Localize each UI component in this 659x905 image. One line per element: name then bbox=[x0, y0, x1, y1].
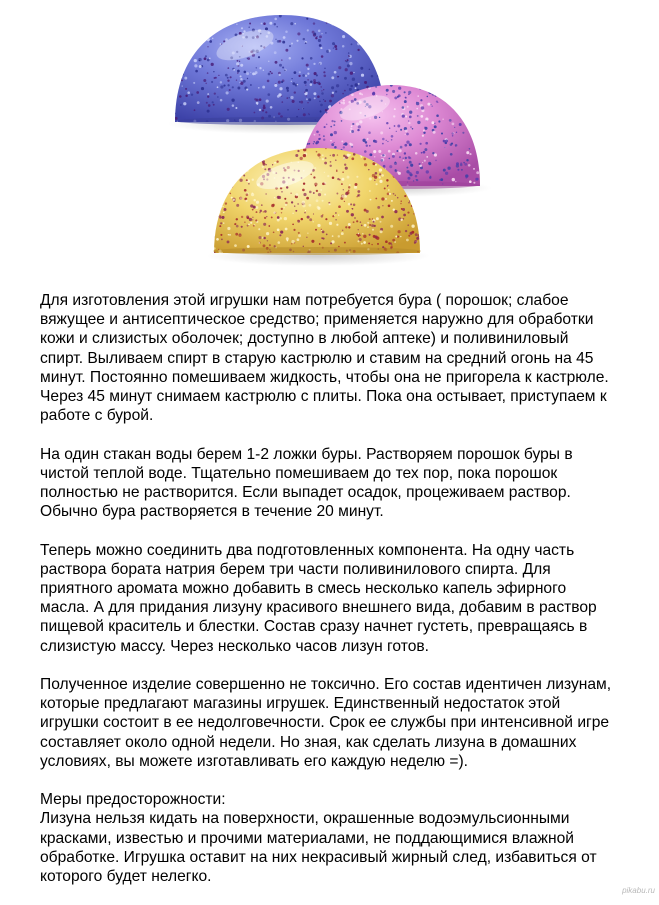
slime-domes-illustration bbox=[0, 0, 659, 282]
text-line: Теперь можно соединить два подготовленных компонента. На одну часть bbox=[40, 541, 575, 559]
text-line: составляет около одной недели. Но зная, как сделать лизуна в домашних bbox=[40, 733, 577, 751]
text-line: спирт. Выливаем спирт в старую кастрюлю и ставим на средний огонь на 45 bbox=[40, 349, 594, 367]
text-line: условиях, вы можете изготавливать его каждую неделю =). bbox=[40, 752, 468, 770]
text-line: На один стакан воды берем 1-2 ложки буры. Растворяем порошок буры в bbox=[40, 445, 573, 463]
text-line: раствора бората натрия берем три части поливинилового спирта. Для bbox=[40, 560, 551, 578]
text-line: красками, известью и прочими материалами, не поддающимися влажной bbox=[40, 829, 574, 847]
text-line: Полученное изделие совершенно не токсично. Его состав идентичен лизунам, bbox=[40, 676, 612, 694]
text-line: вяжущее и антисептическое средство; применяется наружно для обработки bbox=[40, 311, 594, 329]
text-line: Обычно бура растворяется в течение 20 минут. bbox=[40, 503, 384, 521]
hero-image-slime-domes bbox=[0, 0, 659, 282]
text-line: Для изготовления этой игрушки нам потребуется бура ( порошок; слабое bbox=[40, 292, 569, 309]
text-line: кожи и слизистых оболочек; доступно в любой аптеке) и поливиниловый bbox=[40, 330, 569, 348]
text-line: полностью не растворится. Если выпадет осадок, процеживаем раствор. bbox=[40, 484, 571, 502]
text-line: масла. А для придания лизуну красивого внешнего вида, добавим в раствор bbox=[40, 599, 597, 617]
article-body bbox=[40, 291, 630, 905]
text-line: Меры предосторожности: bbox=[40, 791, 226, 809]
text-line: приятного аромата можно добавить в смесь несколько капель эфирного bbox=[40, 580, 567, 598]
text-line: которого будет нелегко. bbox=[40, 868, 212, 886]
paragraph bbox=[40, 675, 630, 771]
paragraph bbox=[40, 790, 630, 886]
paragraph bbox=[40, 445, 630, 522]
paragraph bbox=[40, 541, 630, 656]
text-line: работе с бурой. bbox=[40, 407, 154, 425]
text-line: минут. Постоянно помешиваем жидкость, чтобы она не пригорела к кастрюле. bbox=[40, 368, 609, 386]
text-line: слизистую массу. Через несколько часов лизун готов. bbox=[40, 637, 429, 655]
text-line: обработке. Игрушка оставит на них некрасивый жирный след, избавиться от bbox=[40, 848, 597, 866]
text-line: Лизуна нельзя кидать на поверхности, окрашенные водоэмульсионными bbox=[40, 810, 570, 828]
text-line: игрушки состоит в ее недолговечности. Срок ее службы при интенсивной игре bbox=[40, 714, 610, 732]
text-line: Через 45 минут снимаем кастрюлю с плиты. Пока она остывает, приступаем к bbox=[40, 388, 607, 406]
text-line: пищевой краситель и блестки. Состав сразу начнет густеть, превращаясь в bbox=[40, 618, 588, 636]
text-line: которые предлагают магазины игрушек. Единственный недостаток этой bbox=[40, 695, 561, 713]
watermark: pikabu.ru bbox=[622, 886, 655, 895]
paragraph bbox=[40, 291, 630, 425]
text-line: чистой теплой воде. Тщательно помешиваем до тех пор, пока порошок bbox=[40, 464, 558, 482]
